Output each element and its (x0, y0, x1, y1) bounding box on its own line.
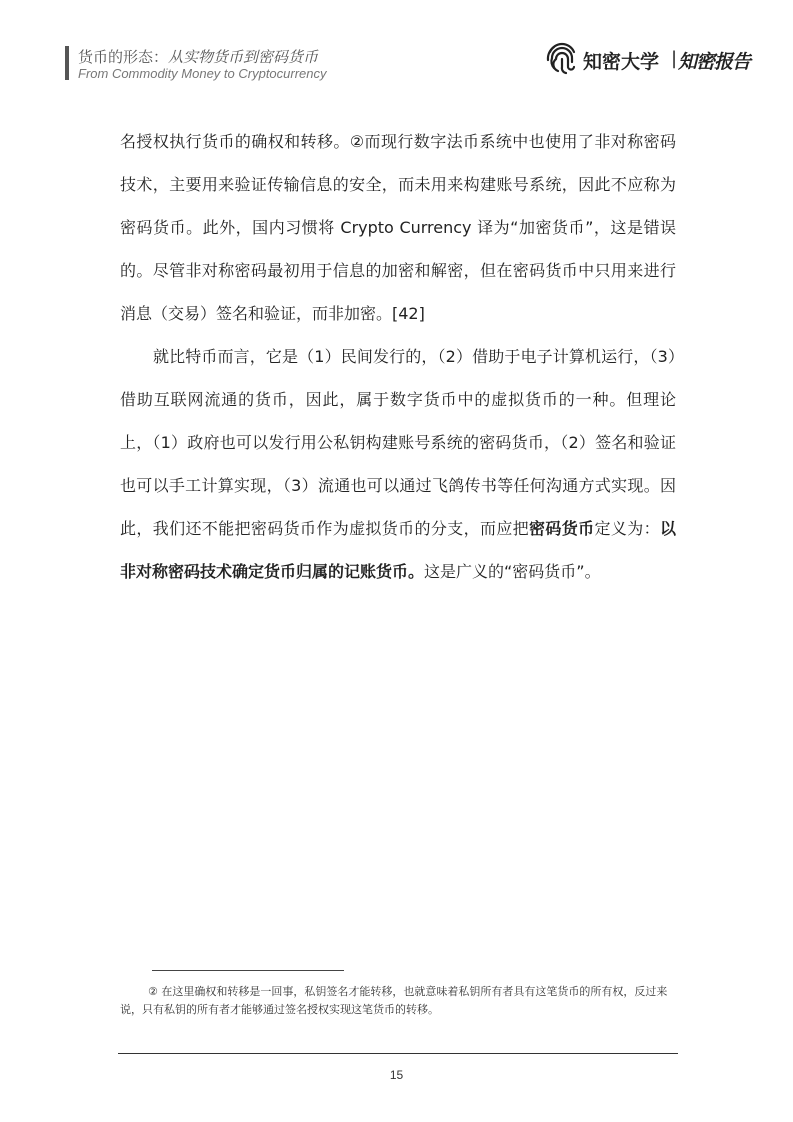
footnote-divider (152, 970, 344, 971)
footer-divider (118, 1053, 678, 1054)
paragraph-2 (120, 335, 676, 593)
header-accent-bar (65, 46, 69, 80)
header-title-main: 货币的形态： (78, 48, 169, 66)
page-number: 15 (389, 1068, 404, 1082)
header-title-english: From Commodity Money to Cryptocurrency (78, 66, 327, 81)
footnote (120, 983, 676, 1019)
logo-separator: | (671, 48, 678, 69)
paragraph-1: 名授权执行货币的确权和转移。②而现行数字法币系统中也使用了非对称密码技术，主要用来验证传输信息的安全，而未用来构建账号系统，因此不应称为密码货币。此外，国内习惯将 Crypto Currency 译为“加密货币”，这是错误的。尽管非对称密码最初用于信息的加密和解密，但在密码货币中只用来进行消息（交易）签名和验证，而非加密。[42] (120, 132, 676, 323)
main-content (120, 120, 676, 593)
logo (545, 40, 751, 76)
header-title (78, 46, 318, 67)
footnote-text: ② 在这里确权和转移是一回事，私钥签名才能转移，也就意味着私钥所有者具有这笔货币的所有权，反过来说，只有私钥的所有者才能够通过签名授权实现这笔货币的转移。 (120, 985, 668, 1016)
paragraph-2-part-1: 就比特币而言，它是（1）民间发行的，（2）借助于电子计算机运行，（3）借助互联网流通的货币，因此，属于数字货币中的虚拟货币的一种。但理论上，（1）政府也可以发行用公私钥构建账号系统的密码货币，（2）签名和验证也可以手工计算实现，（3）流通也可以通过飞鸽传书等任何沟通方式实现。因此，我们还不能把密码货币作为虚拟货币的分支，而应把 (120, 347, 676, 538)
paragraph-2-part-3: 这是广义的“密码货币”。 (424, 562, 601, 581)
bold-definition: 以非对称密码技术确定货币归属的记账货币。 (120, 519, 676, 581)
fingerprint-logo-icon (545, 40, 579, 76)
bold-term: 密码货币 (529, 519, 595, 538)
header-subtitle: 从实物货币到密码货币 (168, 48, 319, 66)
logo-text: 知密大学 (583, 51, 660, 73)
logo-report-text: 知密报告 (678, 51, 751, 73)
paragraph-2-part-2: 定义为： (594, 519, 660, 538)
